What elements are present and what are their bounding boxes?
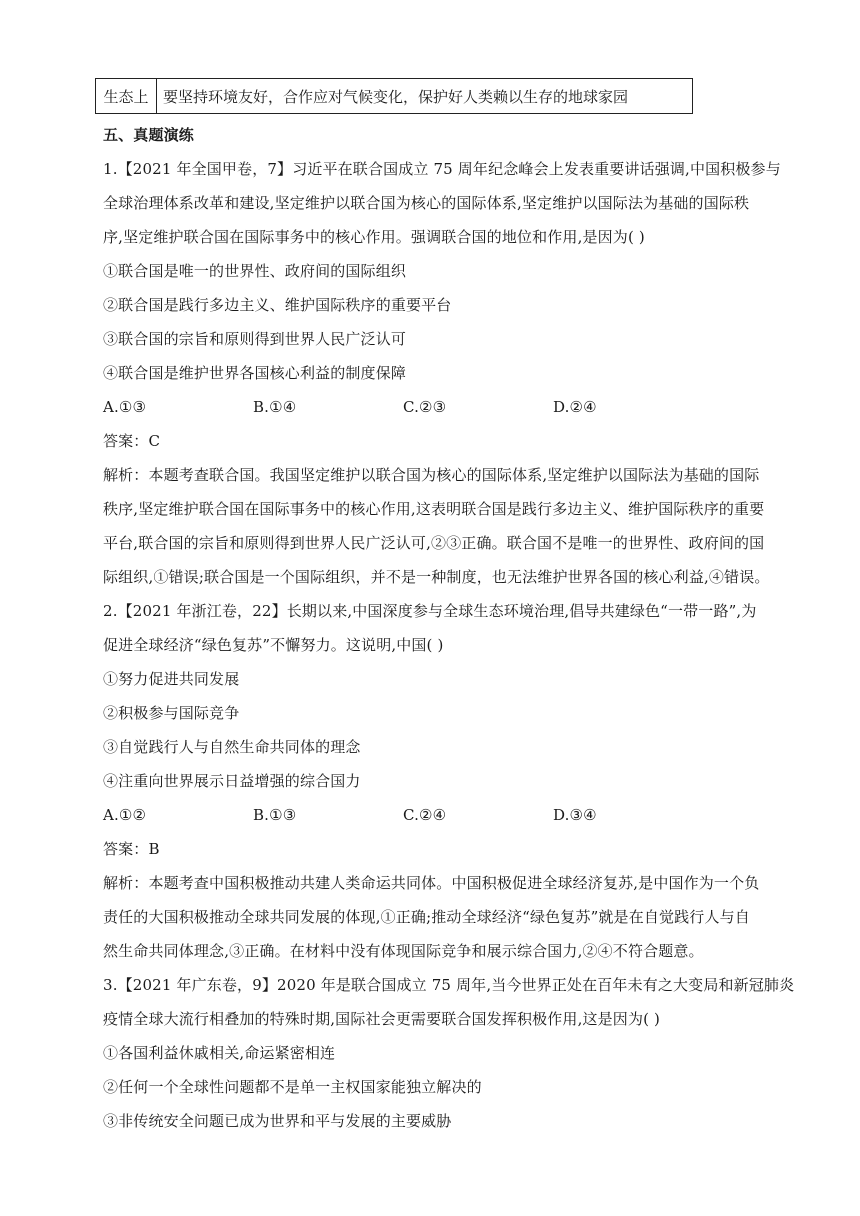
analysis-line: 解析：本题考查中国积极推动共建人类命运共同体。中国积极促进全球经济复苏,是中国作为一个负 [103, 874, 760, 892]
analysis-line: 责任的大国积极推动全球共同发展的体现,①正确;推动全球经济“绿色复苏”就是在自觉践行人与自 [103, 908, 750, 926]
question-stem-line: 2.【2021 年浙江卷，22】长期以来,中国深度参与全球生态环境治理,倡导共建绿色“一带一路”,为 [103, 602, 757, 620]
question-stem-line: 1.【2021 年全国甲卷，7】习近平在联合国成立 75 周年纪念峰会上发表重要讲话强调,中国积极参与 [103, 160, 781, 178]
question-2 [103, 594, 763, 968]
option-c: C.②④ [403, 806, 447, 824]
question-item: ③自觉践行人与自然生命共同体的理念 [103, 738, 361, 756]
question-item: ①各国利益休戚相关,命运紧密相连 [103, 1044, 336, 1062]
question-item: ②联合国是践行多边主义、维护国际秩序的重要平台 [103, 296, 452, 314]
analysis-line: 秩序,坚定维护联合国在国际事务中的核心作用,这表明联合国是践行多边主义、维护国际秩序的重要 [103, 500, 765, 518]
table-label-cell: 生态上 [96, 79, 157, 113]
question-item: ④联合国是维护世界各国核心利益的制度保障 [103, 364, 407, 382]
question-item: ①努力促进共同发展 [103, 670, 240, 688]
question-stem-line: 3.【2021 年广东卷，9】2020 年是联合国成立 75 周年,当今世界正处在百年未有之大变局和新冠肺炎 [103, 976, 795, 994]
option-c: C.②③ [403, 398, 447, 416]
option-b: B.①③ [253, 806, 297, 824]
question-item: ②积极参与国际竞争 [103, 704, 240, 722]
table-row [95, 78, 693, 114]
section-title: 五、真题演练 [103, 126, 194, 144]
option-a: A.①③ [103, 398, 147, 416]
table-content-cell: 要坚持环境友好，合作应对气候变化，保护好人类赖以生存的地球家园 [163, 87, 629, 106]
question-stem-line: 全球治理体系改革和建设,坚定维护以联合国为核心的国际体系,坚定维护以国际法为基础的国际秩 [103, 194, 750, 212]
question-stem-line: 序,坚定维护联合国在国际事务中的核心作用。强调联合国的地位和作用,是因为( ) [103, 228, 645, 246]
question-1 [103, 152, 781, 594]
question-stem-line: 疫情全球大流行相叠加的特殊时期,国际社会更需要联合国发挥积极作用,这是因为( ) [103, 1010, 661, 1028]
answer-line: 答案：C [103, 432, 161, 450]
question-item: ①联合国是唯一的世界性、政府间的国际组织 [103, 262, 407, 280]
analysis-line: 际组织,①错误;联合国是一个国际组织，并不是一种制度，也无法维护世界各国的核心利益,④错误。 [103, 568, 770, 586]
analysis-line: 解析：本题考查联合国。我国坚定维护以联合国为核心的国际体系,坚定维护以国际法为基础的国际 [103, 466, 760, 484]
analysis-line: 平台,联合国的宗旨和原则得到世界人民广泛认可,②③正确。联合国不是唯一的世界性、政府间的国 [103, 534, 765, 552]
question-item: ③联合国的宗旨和原则得到世界人民广泛认可 [103, 330, 407, 348]
answer-line: 答案：B [103, 840, 160, 858]
question-stem-line: 促进全球经济“绿色复苏”不懈努力。这说明,中国( ) [103, 636, 444, 654]
answer-options [103, 390, 763, 424]
option-a: A.①② [103, 806, 147, 824]
option-d: D.②④ [553, 398, 597, 416]
question-item: ②任何一个全球性问题都不是单一主权国家能独立解决的 [103, 1078, 482, 1096]
question-item: ③非传统安全问题已成为世界和平与发展的主要威胁 [103, 1112, 452, 1130]
question-item: ④注重向世界展示日益增强的综合国力 [103, 772, 361, 790]
answer-options [103, 798, 763, 832]
document-body [103, 118, 795, 1138]
option-d: D.③④ [553, 806, 597, 824]
question-3 [103, 968, 795, 1138]
option-b: B.①④ [253, 398, 297, 416]
analysis-line: 然生命共同体理念,③正确。在材料中没有体现国际竞争和展示综合国力,②④不符合题意。 [103, 942, 704, 960]
